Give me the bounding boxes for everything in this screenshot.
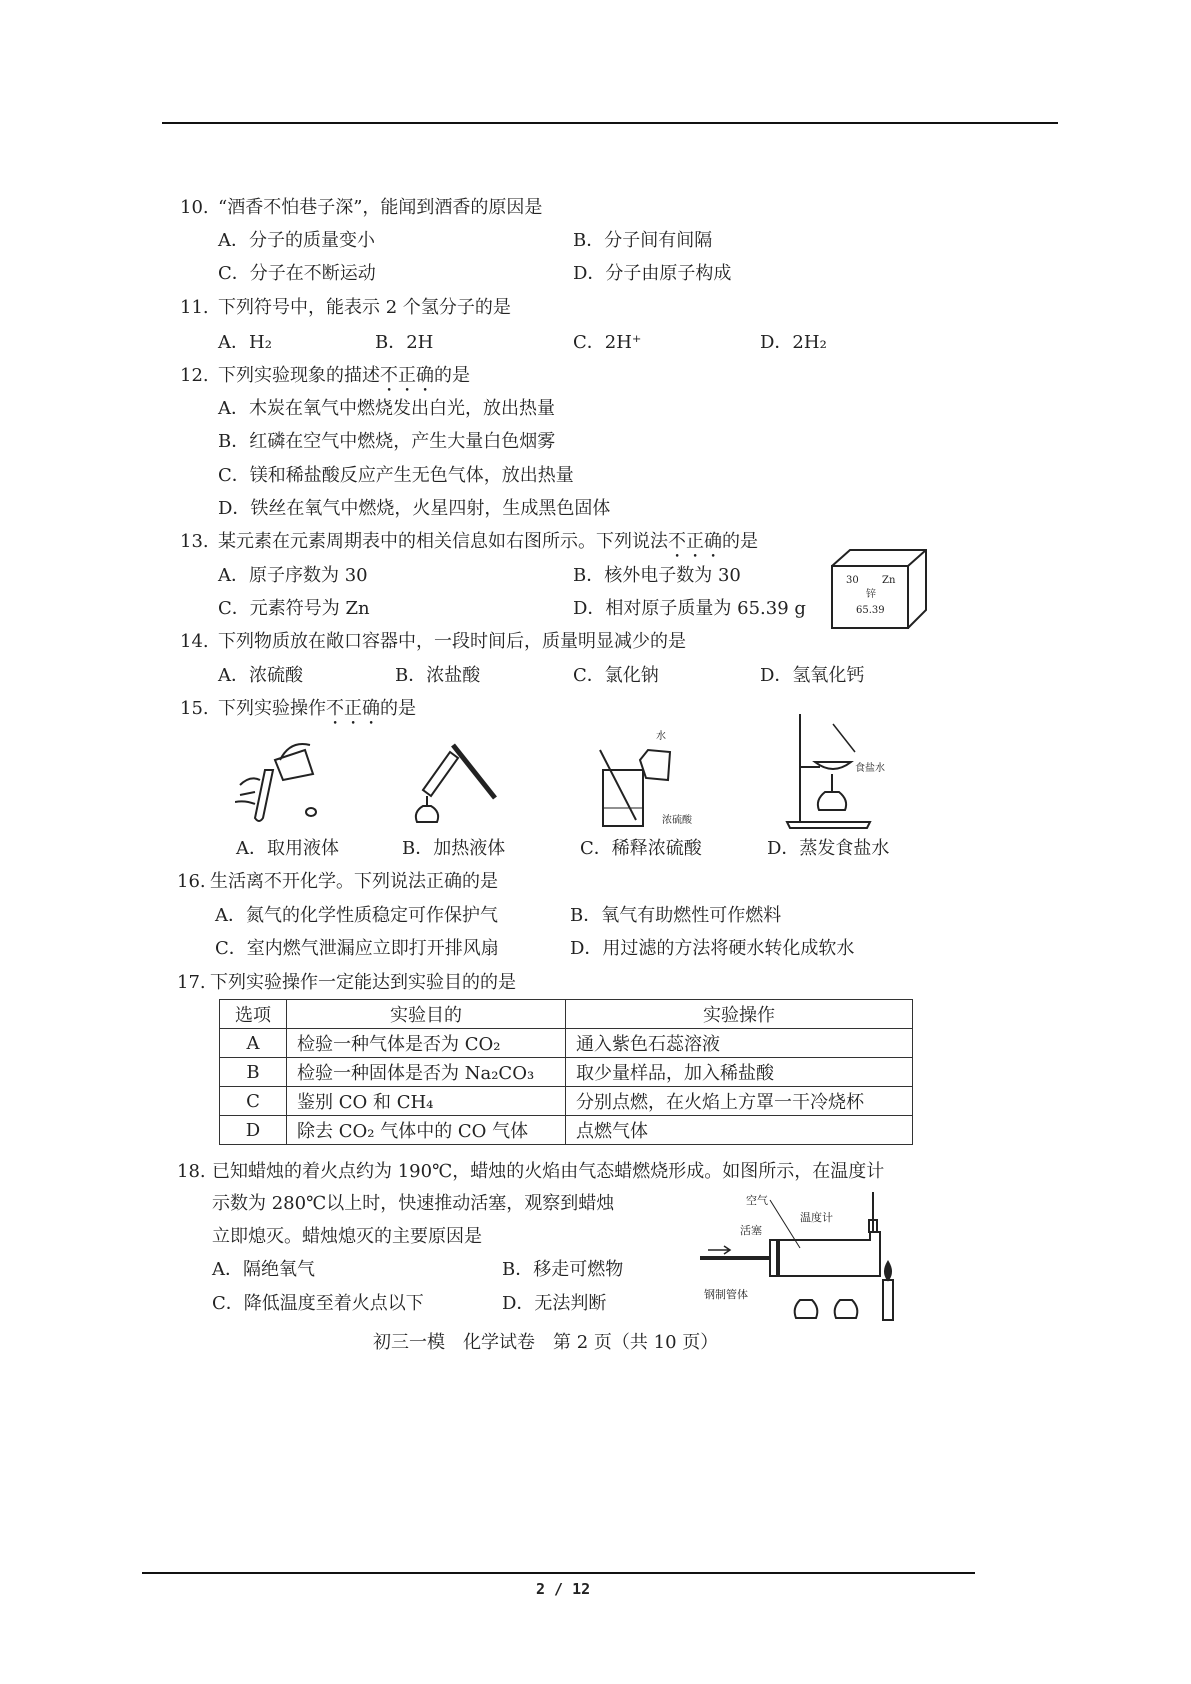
q14-option-b: B．浓盐酸 [395,665,481,686]
q10-option-a: A．分子的质量变小 [218,230,375,251]
table-row [220,1087,913,1116]
salt-water-label: 食盐水 [855,763,885,774]
q17-stem: 下列实验操作一定能达到实验目的的是 [210,972,516,993]
q10-stem: “酒香不怕巷子深”，能闻到酒香的原因是 [218,197,543,218]
q11-option-d: D．2H₂ [760,332,827,353]
q12-option-c: C．镁和稀盐酸反应产生无色气体，放出热量 [218,465,574,486]
q15-stem [218,698,416,729]
water-label: 水 [656,731,666,742]
q16-option-b: B．氧气有助燃性可作燃料 [570,905,782,926]
q17-number: 17. [177,972,206,993]
q18-stem-line2: 示数为 280℃以上时，快速推动活塞，观察到蜡烛 [212,1193,615,1214]
q15-number: 15. [180,698,209,719]
table-row [220,1116,913,1145]
element-number: 30 [846,575,859,586]
cell-option: D [220,1116,287,1145]
element-symbol: Zn [882,575,896,586]
q16-option-d: D．用过滤的方法将硬水转化成软水 [570,938,855,959]
element-name: 锌 [866,589,876,600]
header-operation: 实验操作 [566,1000,913,1029]
q12-number: 12. [180,365,209,386]
table-header-row [220,1000,913,1029]
q16-number: 16. [177,871,206,892]
piston-label: 活塞 [740,1224,762,1237]
q11-stem: 下列符号中，能表示 2 个氢分子的是 [218,297,511,318]
header-purpose: 实验目的 [287,1000,566,1029]
q10-option-b: B．分子间有间隔 [573,230,713,251]
table-row [220,1058,913,1087]
q15-option-d: D．蒸发食盐水 [767,838,890,859]
zinc-element-box [830,548,930,632]
q12-stem [218,365,470,396]
q18-option-a: A．隔绝氧气 [212,1259,315,1280]
q16-stem: 生活离不开化学。下列说法正确的是 [210,871,498,892]
q18-stem-line1: 已知蜡烛的着火点约为 190℃，蜡烛的火焰由气态蜡燃烧形成。如图所示，在温度计 [212,1161,885,1182]
cell-purpose: 鉴别 CO 和 CH₄ [287,1087,566,1116]
heat-liquid-figure [405,740,505,830]
q18-stem-line3: 立即熄灭。蜡烛熄灭的主要原因是 [212,1226,482,1247]
cell-operation: 点燃气体 [566,1116,913,1145]
q18-number: 18. [177,1161,206,1182]
acid-label: 浓硫酸 [662,815,692,826]
q10-option-d: D．分子由原子构成 [573,263,732,284]
q13-number: 13. [180,531,209,552]
pour-liquid-figure [235,740,335,830]
cell-purpose: 检验一种固体是否为 Na₂CO₃ [287,1058,566,1087]
q10-number: 10. [180,197,209,218]
bottom-rule [142,1572,975,1574]
cell-option: A [220,1029,287,1058]
stem-text: 的是 [434,365,470,386]
q11-option-a: A．H₂ [218,332,272,353]
table-row [220,1029,913,1058]
q13-option-c: C．元素符号为 Zn [218,598,370,619]
q18-option-d: D．无法判断 [502,1293,607,1314]
element-mass: 65.39 [856,605,885,616]
cell-operation: 分别点燃，在火焰上方罩一干冷烧杯 [566,1087,913,1116]
q12-option-a: A．木炭在氧气中燃烧发出白光，放出热量 [218,398,555,419]
exam-footer: 初三一模 化学试卷 第 2 页（共 10 页） [373,1332,719,1353]
air-label: 空气 [746,1194,768,1207]
stem-emphasis: 不正确 [380,365,434,386]
q13-option-b: B．核外电子数为 30 [573,565,741,586]
q14-stem: 下列物质放在敞口容器中，一段时间后，质量明显减少的是 [218,631,686,652]
q14-option-d: D．氢氧化钙 [760,665,865,686]
q11-option-c: C．2H⁺ [573,332,642,353]
header-option: 选项 [220,1000,287,1029]
q17-table [219,999,913,1145]
q13-option-a: A．原子序数为 30 [218,565,368,586]
q15-option-b: B．加热液体 [402,838,506,859]
q10-option-c: C．分子在不断运动 [218,263,376,284]
q12-option-d: D．铁丝在氧气中燃烧，火星四射，生成黑色固体 [218,498,611,519]
q11-number: 11. [180,297,209,318]
pipe-label: 钢制管体 [704,1288,748,1301]
q14-number: 14. [180,631,209,652]
q15-option-c: C．稀释浓硫酸 [580,838,702,859]
cell-purpose: 检验一种气体是否为 CO₂ [287,1029,566,1058]
q11-option-b: B．2H [375,332,434,353]
cell-operation: 通入紫色石蕊溶液 [566,1029,913,1058]
stem-text: 下列实验现象的描述 [218,365,380,386]
q14-option-a: A．浓硫酸 [218,665,303,686]
cell-operation: 取少量样品，加入稀盐酸 [566,1058,913,1087]
top-rule [162,122,1058,124]
stem-text: 某元素在元素周期表中的相关信息如右图所示。下列说法 [218,531,668,552]
q12-option-b: B．红磷在空气中燃烧，产生大量白色烟雾 [218,431,556,452]
thermometer-label: 温度计 [800,1211,833,1224]
page-number: 2 / 12 [536,1580,591,1598]
stem-emphasis: 不正确 [326,698,380,719]
q13-option-d: D．相对原子质量为 65.39 g [573,598,806,619]
stem-text: 下列实验操作 [218,698,326,719]
q13-stem [218,531,758,562]
cell-option: B [220,1058,287,1087]
cell-purpose: 除去 CO₂ 气体中的 CO 气体 [287,1116,566,1145]
stem-text: 的是 [722,531,758,552]
q14-option-c: C．氯化钠 [573,665,659,686]
q18-option-c: C．降低温度至着火点以下 [212,1293,424,1314]
q16-option-a: A．氮气的化学性质稳定可作保护气 [215,905,498,926]
stem-text: 的是 [380,698,416,719]
q18-option-b: B．移走可燃物 [502,1259,624,1280]
q16-option-c: C．室内燃气泄漏应立即打开排风扇 [215,938,499,959]
cell-option: C [220,1087,287,1116]
q15-option-a: A．取用液体 [236,838,339,859]
stem-emphasis: 不正确 [668,531,722,552]
